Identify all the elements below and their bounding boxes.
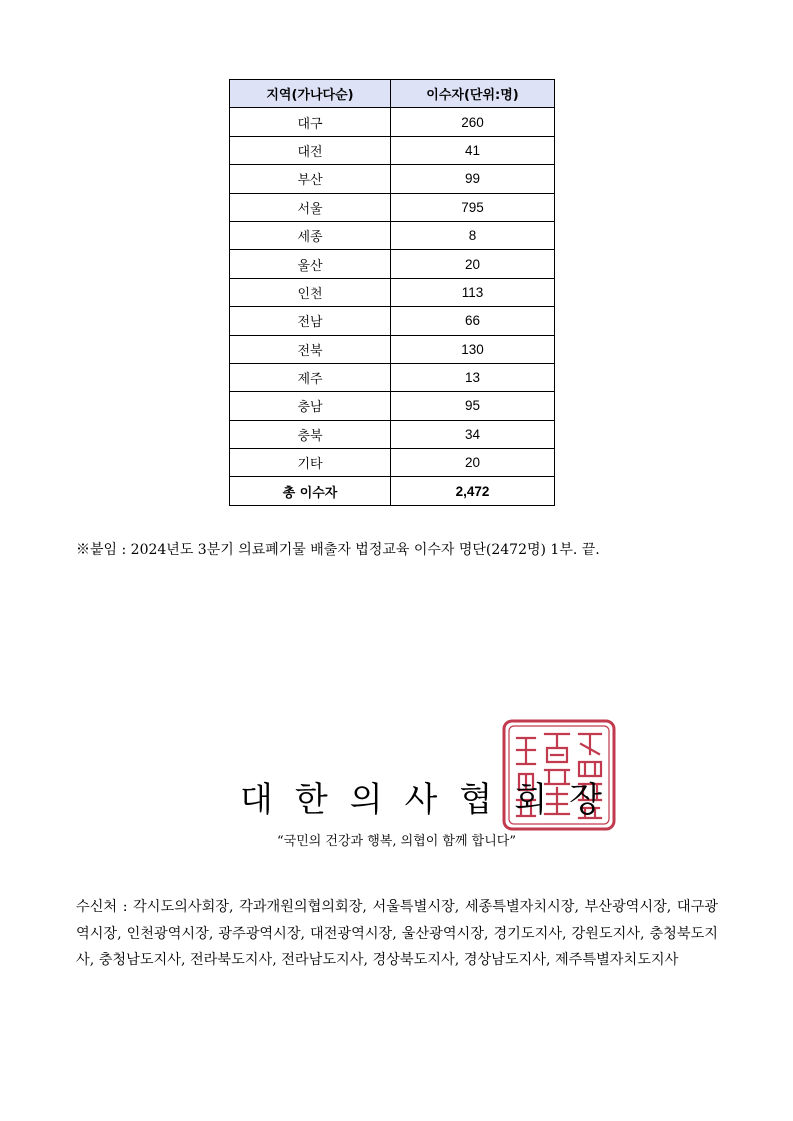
total-label: 총 이수자	[230, 477, 391, 505]
region-cell: 제주	[230, 363, 391, 391]
table-row	[230, 392, 555, 420]
region-cell: 기타	[230, 449, 391, 477]
count-column-header: 이수자(단위:명)	[391, 80, 555, 108]
table-row	[230, 136, 555, 164]
count-cell: 113	[391, 278, 555, 306]
table-row	[230, 449, 555, 477]
count-cell: 34	[391, 420, 555, 448]
region-cell: 전남	[230, 307, 391, 335]
recipients-list: 수신처 : 각시도의사회장, 각과개원의협의회장, 서울특별시장, 세종특별자치시장, 부산광역시장, 대구광역시장, 인천광역시장, 광주광역시장, 대전광역시장, 울산광역시장, 경기도지사, 강원도지사, 충청북도지사, 충청남도지사, 전라북도지사, 전라남도지사, 경상북도지사, 경상남도지사, 제주특별자치도지사	[76, 899, 718, 968]
table-row	[230, 278, 555, 306]
count-cell: 66	[391, 307, 555, 335]
region-cell: 대전	[230, 136, 391, 164]
table-header-row	[230, 80, 555, 108]
table-row	[230, 335, 555, 363]
table-row	[230, 165, 555, 193]
count-cell: 130	[391, 335, 555, 363]
region-cell: 서울	[230, 193, 391, 221]
count-cell: 20	[391, 250, 555, 278]
count-cell: 20	[391, 449, 555, 477]
region-cell: 충남	[230, 392, 391, 420]
table-row	[230, 420, 555, 448]
count-cell: 95	[391, 392, 555, 420]
region-cell: 대구	[230, 108, 391, 136]
count-cell: 8	[391, 221, 555, 249]
total-row	[230, 477, 555, 505]
attachment-note: ※붙임 : 2024년도 3분기 의료폐기물 배출자 법정교육 이수자 명단(2472명) 1부. 끝.	[76, 542, 600, 558]
region-cell: 세종	[230, 221, 391, 249]
region-column-header: 지역(가나다순)	[230, 80, 391, 108]
region-cell: 울산	[230, 250, 391, 278]
table-row	[230, 307, 555, 335]
region-cell: 충북	[230, 420, 391, 448]
motto: “국민의 건강과 행복, 의협이 함께 합니다”	[276, 834, 516, 849]
table-row	[230, 250, 555, 278]
table-row	[230, 193, 555, 221]
total-count: 2,472	[391, 477, 555, 505]
table-body	[230, 108, 555, 477]
count-cell: 795	[391, 193, 555, 221]
region-cell: 부산	[230, 165, 391, 193]
count-cell: 99	[391, 165, 555, 193]
count-cell: 13	[391, 363, 555, 391]
organization-name: 대한의사협회장	[240, 780, 624, 820]
table-row	[230, 108, 555, 136]
table-row	[230, 221, 555, 249]
count-cell: 260	[391, 108, 555, 136]
region-cell: 전북	[230, 335, 391, 363]
region-cell: 인천	[230, 278, 391, 306]
table-row	[230, 363, 555, 391]
count-cell: 41	[391, 136, 555, 164]
completion-table	[229, 79, 555, 506]
